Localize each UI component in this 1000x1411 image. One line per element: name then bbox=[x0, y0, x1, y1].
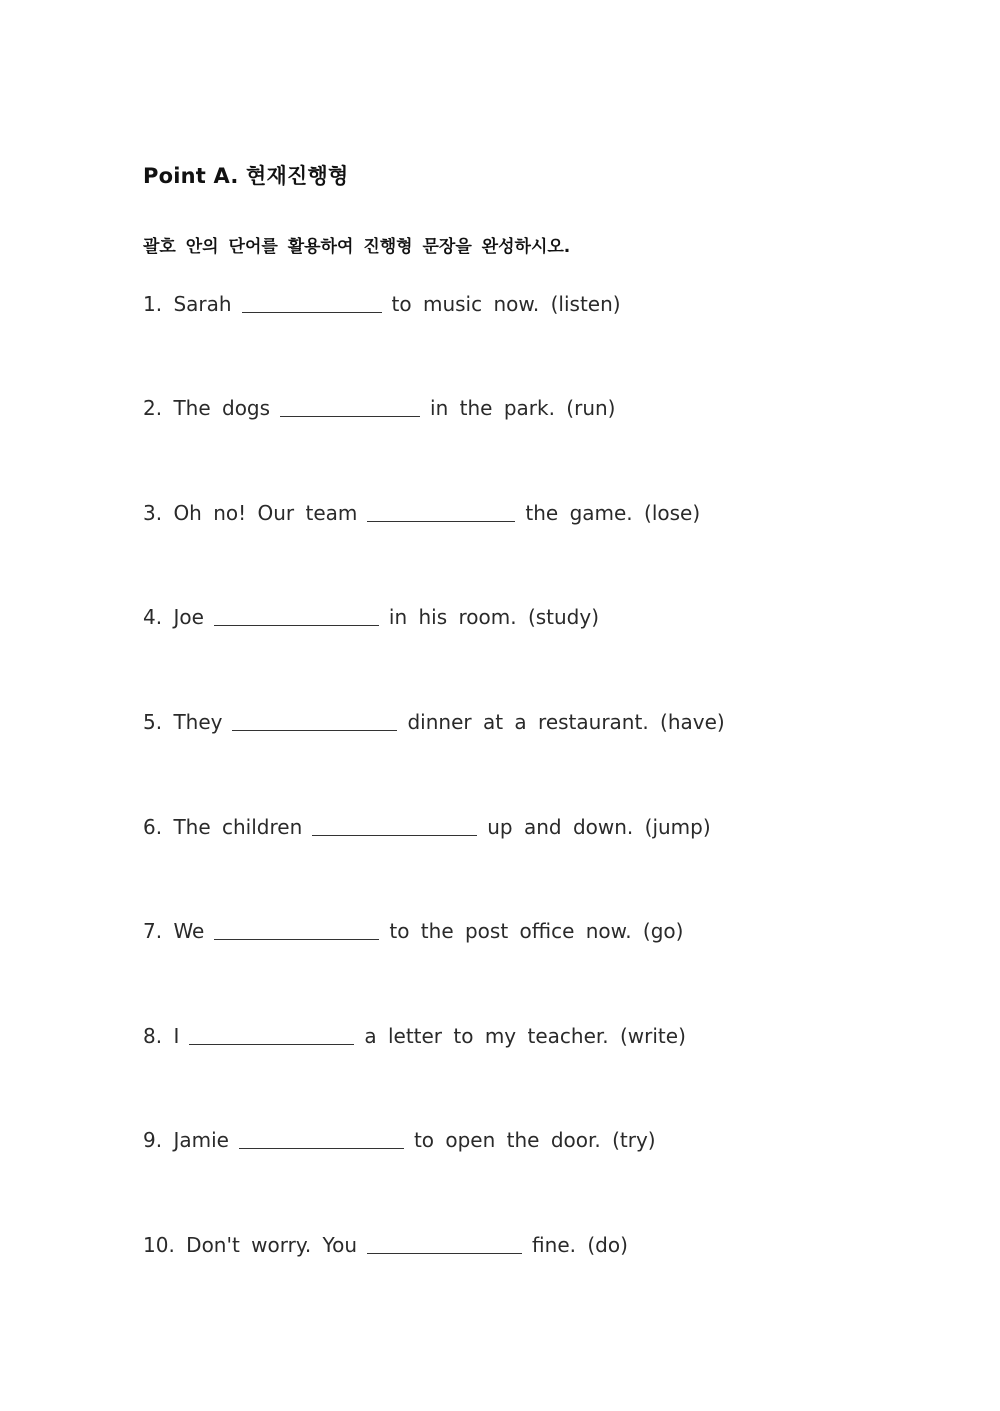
answer-blank[interactable] bbox=[280, 398, 420, 417]
answer-blank[interactable] bbox=[214, 607, 379, 626]
question-suffix: the game. (lose) bbox=[525, 501, 701, 525]
question-item bbox=[143, 710, 725, 734]
question-item bbox=[143, 1024, 686, 1048]
answer-blank[interactable] bbox=[239, 1130, 404, 1149]
answer-blank[interactable] bbox=[367, 1235, 522, 1254]
question-suffix: dinner at a restaurant. (have) bbox=[407, 710, 725, 734]
question-suffix: a letter to my teacher. (write) bbox=[364, 1024, 686, 1048]
question-item bbox=[143, 815, 711, 839]
answer-blank[interactable] bbox=[367, 503, 515, 522]
instruction-text: 괄호 안의 단어를 활용하여 진행형 문장을 완성하시오. bbox=[143, 237, 571, 257]
question-suffix: to the post office now. (go) bbox=[389, 919, 684, 943]
question-prefix: 10. Don't worry. You bbox=[143, 1233, 358, 1257]
question-suffix: up and down. (jump) bbox=[487, 815, 711, 839]
answer-blank[interactable] bbox=[242, 294, 382, 313]
answer-blank[interactable] bbox=[232, 712, 397, 731]
question-prefix: 9. Jamie bbox=[143, 1128, 229, 1152]
answer-blank[interactable] bbox=[214, 921, 379, 940]
question-item bbox=[143, 1128, 656, 1152]
question-item bbox=[143, 605, 599, 629]
question-prefix: 6. The children bbox=[143, 815, 303, 839]
question-prefix: 2. The dogs bbox=[143, 396, 271, 420]
question-item bbox=[143, 292, 621, 316]
question-item bbox=[143, 396, 615, 420]
question-item bbox=[143, 501, 700, 525]
answer-blank[interactable] bbox=[189, 1026, 354, 1045]
question-prefix: 7. We bbox=[143, 919, 205, 943]
question-suffix: in his room. (study) bbox=[388, 605, 600, 629]
question-prefix: 5. They bbox=[143, 710, 223, 734]
question-suffix: to open the door. (try) bbox=[413, 1128, 656, 1152]
question-prefix: 1. Sarah bbox=[143, 292, 232, 316]
question-prefix: 3. Oh no! Our team bbox=[143, 501, 358, 525]
question-prefix: 8. I bbox=[143, 1024, 180, 1048]
answer-blank[interactable] bbox=[312, 817, 477, 836]
question-suffix: to music now. (listen) bbox=[391, 292, 621, 316]
question-suffix: in the park. (run) bbox=[430, 396, 616, 420]
page-title: Point A. 현재진행형 bbox=[143, 164, 349, 188]
question-item bbox=[143, 1233, 628, 1257]
question-item bbox=[143, 919, 683, 943]
question-prefix: 4. Joe bbox=[143, 605, 204, 629]
question-suffix: fine. (do) bbox=[532, 1233, 628, 1257]
